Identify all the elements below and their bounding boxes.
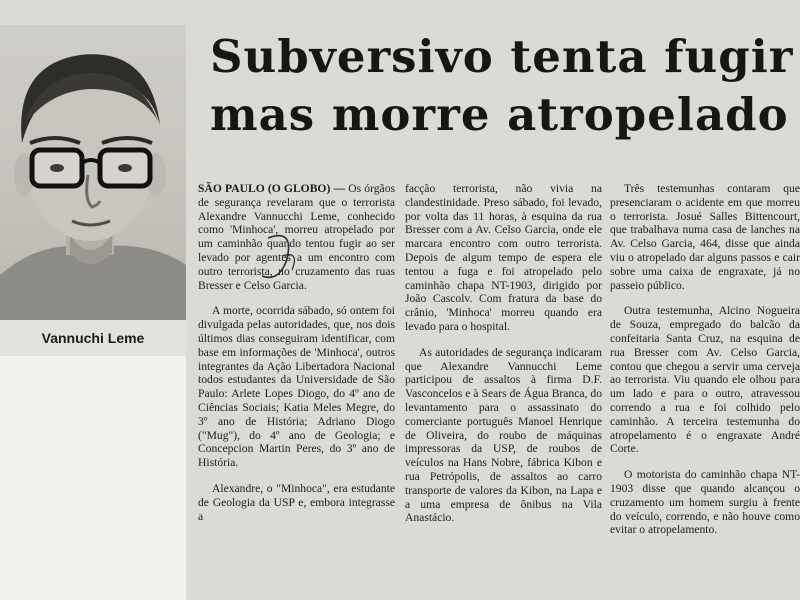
- article-paragraph: Outra testemunha, Alcino Nogueira de Souza, empregado do balcão da confeitaria Santa Cruz, na esquina de rua Bresser com Av. Celso Garcia, contou que chegou a servir uma cerveja ao terrorista. Viu quando ele olhou para um lado e para o outro, atravessou correndo a rua e foi colhido pelo caminhão. A terceira testemunha do atropelamento é o engraxate André Corte.: [610, 304, 800, 456]
- article-column-3: [610, 182, 800, 549]
- headline-line-1: Subversivo tenta fugir: [210, 30, 794, 83]
- article-paragraph: As autoridades de segurança indicaram que Alexandre Vannucchi Leme participou de assaltos à firma D.F. Vasconcelos e à Sears de Água Branca, do levantamento para o assassinato do comerciante português Manoel Henrique de Oliveira, do roubo de máquinas impressoras da USP, de roubos de veículos na Hans Nobre, fábrica Kibon e rua Petrópolis, de assaltos ao carro transporte de valores da Kibon, na Lapa e a uma empresa de ônibus na Vila Anastácio.: [405, 345, 602, 525]
- article-paragraph: A morte, ocorrida sábado, só ontem foi divulgada pelas autoridades, que, nos dois últimos dias conseguiram identificar, com base em informações de 'Minhoca', outros integrantes da Ação Libertadora Nacional todos estudantes da Universidade de São Paulo: Arlete Lopes Diogo, do 4º ano de Ciências Sociais; Katia Meles Megre, do 3º ano de História; Adriano Diogo ("Mug"), do 4º ano de Geologia; e Concepcion Martin Peres, do 3º ano de História.: [198, 304, 395, 470]
- portrait-photo: [0, 25, 186, 320]
- article-column-2: [405, 182, 602, 537]
- portrait-drawing: [0, 25, 186, 320]
- blank-margin: [0, 356, 186, 600]
- paragraph-text: Os órgãos de segurança revelaram que o terrorista Alexandre Vannucchi Leme, conhecido como 'Minhoca', morreu atropelado por um caminhão quando tentou fugir ao ser levado por agentes a um encontro com outro terrorista, no cruzamento das ruas Bresser e Celso Garcia.: [198, 182, 395, 292]
- article-paragraph: Três testemunhas contaram que presenciaram o acidente em que morreu o terrorista. Josué Salles Bittencourt, que trabalhava numa casa de lanches na Av. Celso Garcia, 464, disse que ainda viu o atropelado dar alguns passos e cair sobre uma caixa de engraxate, já no passeio público.: [610, 182, 800, 292]
- headline-line-2: mas morre atropelado: [210, 88, 789, 141]
- article-column-1: [198, 182, 395, 535]
- article-paragraph: Alexandre, o "Minhoca", era estudante de Geologia da USP e, embora integrasse a: [198, 481, 395, 523]
- article-paragraph: facção terrorista, não vivia na clandestinidade. Preso sábado, foi levado, por volta das 11 horas, à esquina da rua Bresser com a Av. Celso Garcia, onde ele marcara encontro com outro terrorista. Depois de algum tempo de espera ele tentou a fuga e foi atropelado pelo caminhão chapa NT-1903, dirigido por João Cascolv. Com fratura da base do crânio, 'Minhoca' morreu quando era levado para o hospital.: [405, 182, 602, 333]
- headline: [210, 28, 800, 144]
- article-paragraph: O motorista do caminhão chapa NT-1903 disse que quando alcançou o cruzamento um homem surgiu à frente do veículo, correndo, e não houve como evitar o atropelamento.: [610, 468, 800, 537]
- photo-caption: Vannuchi Leme: [0, 320, 186, 356]
- dateline: SÃO PAULO (O GLOBO) —: [198, 182, 346, 195]
- article-paragraph: [198, 182, 395, 292]
